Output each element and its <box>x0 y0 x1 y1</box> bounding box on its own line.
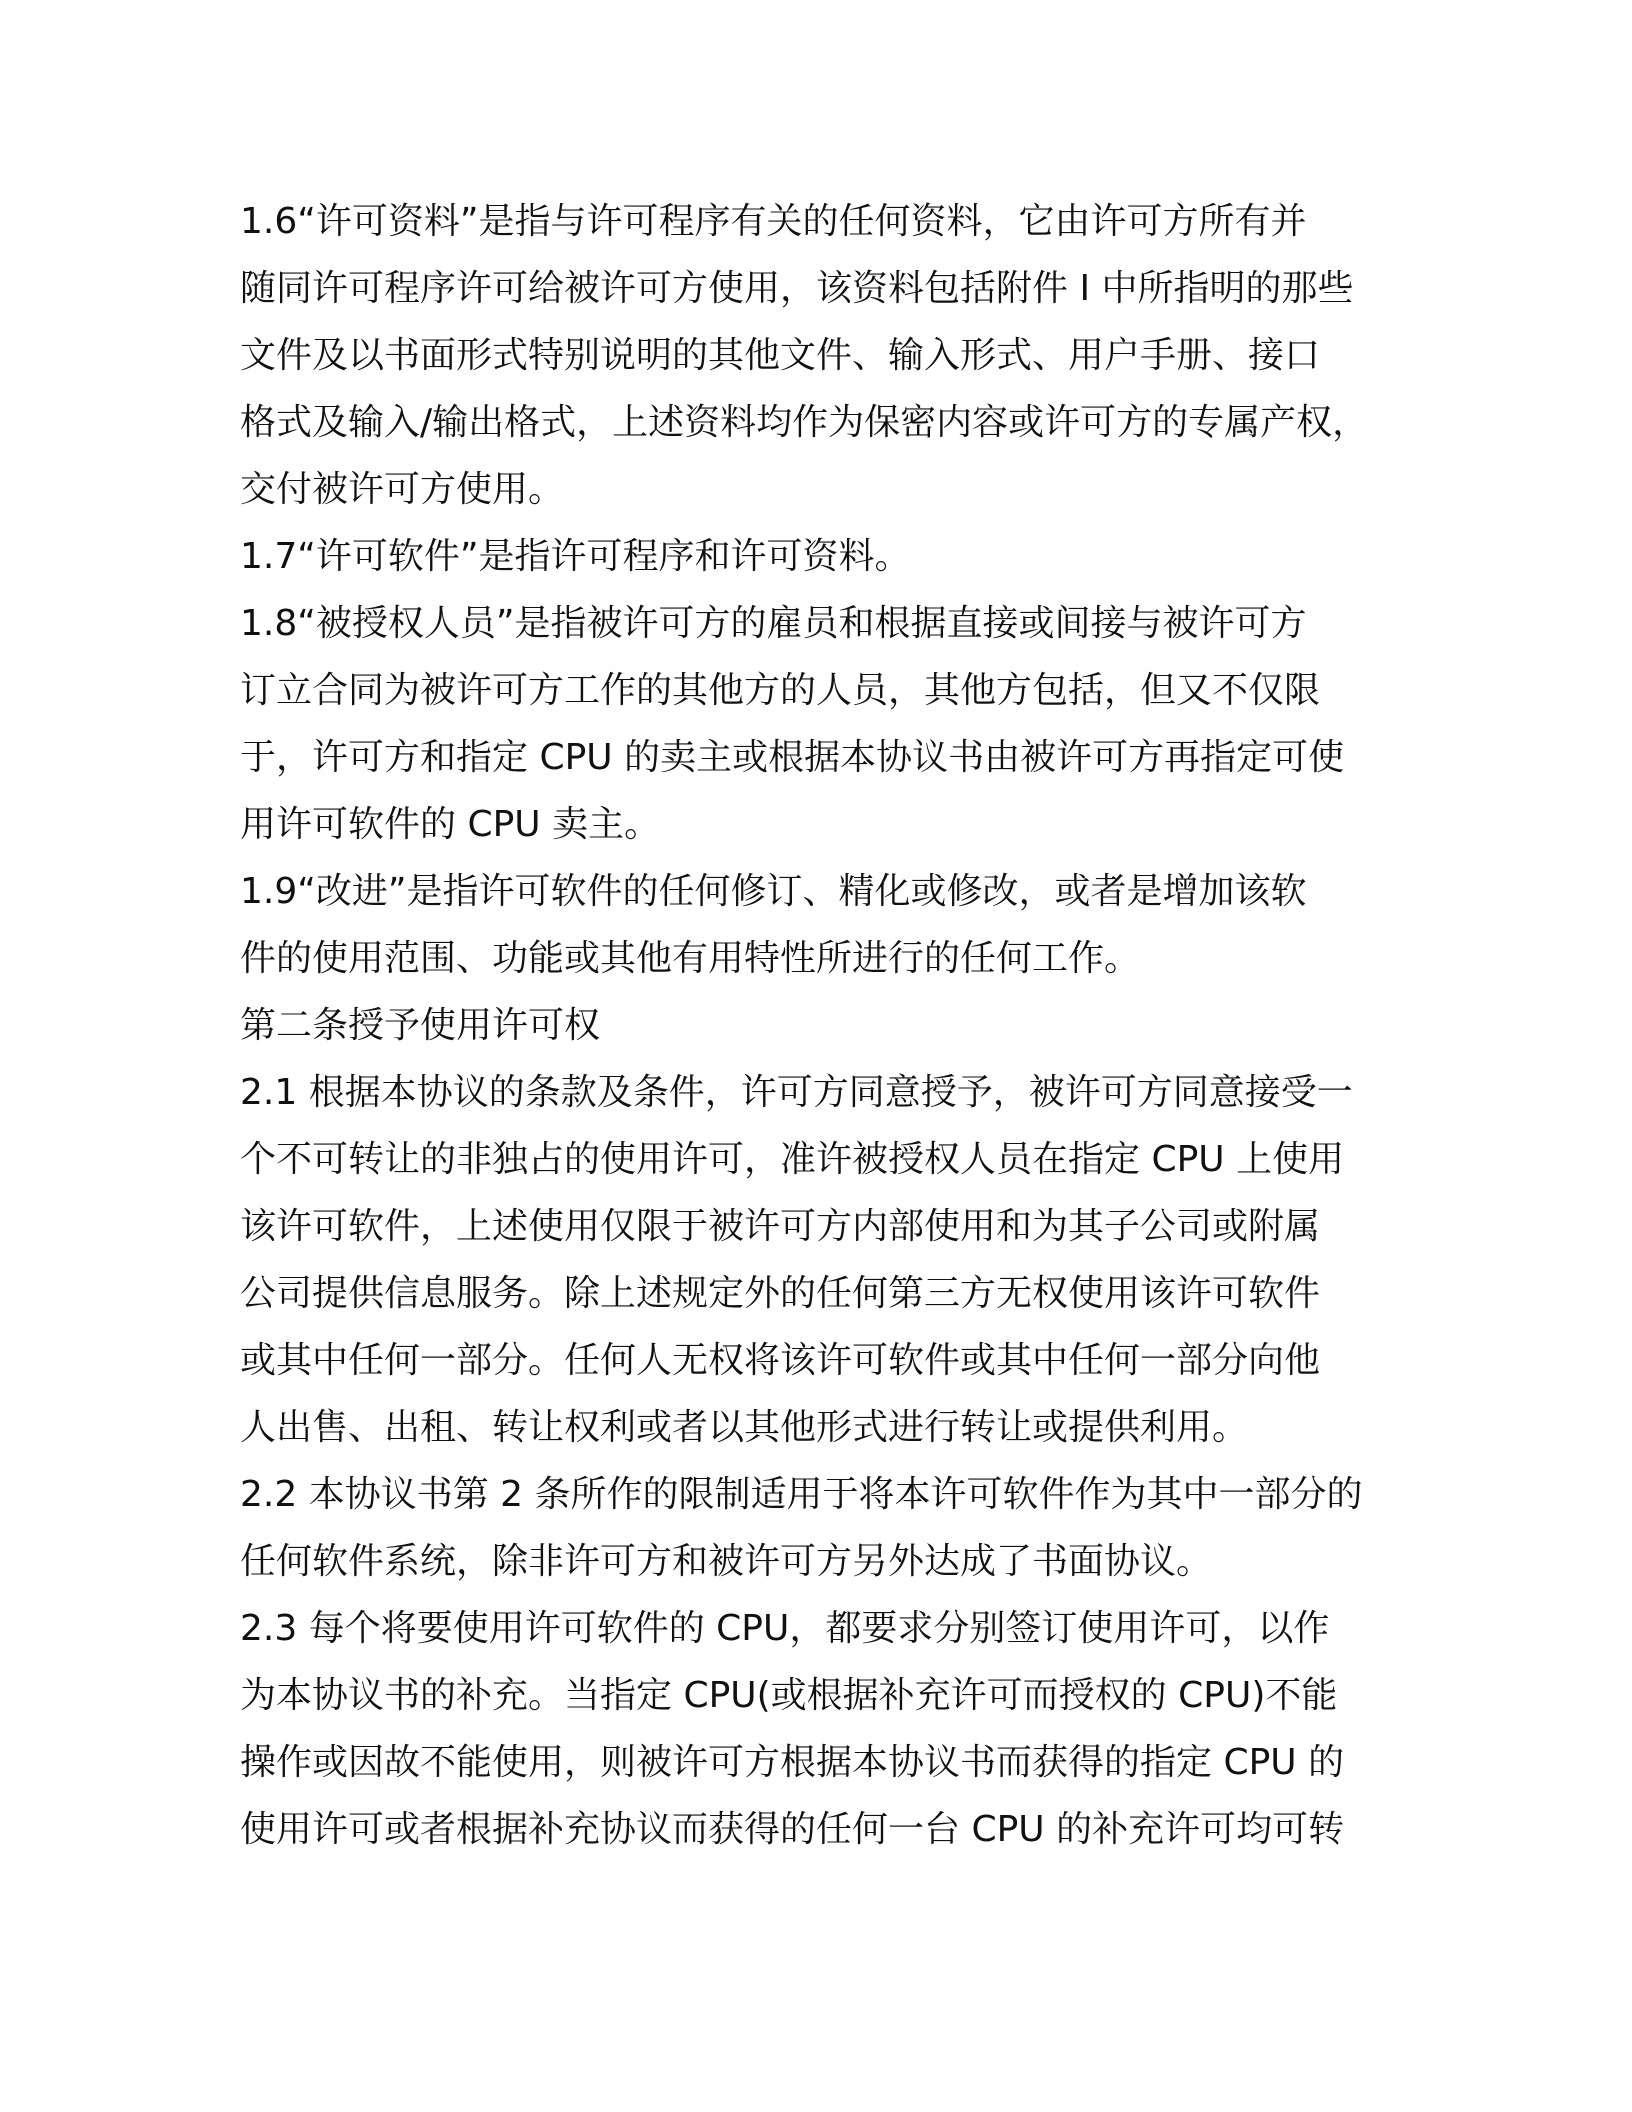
text-line: 文件及以书面形式特别说明的其他文件、输入形式、用户手册、接口 <box>240 335 1321 376</box>
text-line: 1.9“改进”是指许可软件的任何修订、精化或修改，或者是增加该软 <box>240 871 1307 912</box>
text-line: 于，许可方和指定 CPU 的卖主或根据本协议书由被许可方再指定可使 <box>240 737 1345 778</box>
text-line: 或其中任何一部分。任何人无权将该许可软件或其中任何一部分向他 <box>240 1340 1321 1381</box>
text-line: 2.2 本协议书第 2 条所作的限制适用于将本许可软件作为其中一部分的 <box>240 1474 1363 1515</box>
text-line: 个不可转让的非独占的使用许可，准许被授权人员在指定 CPU 上使用 <box>240 1139 1345 1180</box>
document-body <box>240 188 1400 1863</box>
text-line: 2.1 根据本协议的条款及条件，许可方同意授予，被许可方同意接受一 <box>240 1072 1353 1113</box>
text-line: 2.3 每个将要使用许可软件的 CPU，都要求分别签订使用许可，以作 <box>240 1608 1330 1649</box>
text-line: 操作或因故不能使用，则被许可方根据本协议书而获得的指定 CPU 的 <box>240 1742 1345 1783</box>
text-line: 人出售、出租、转让权利或者以其他形式进行转让或提供利用。 <box>240 1407 1249 1448</box>
text-line: 交付被许可方使用。 <box>240 469 565 510</box>
text-line: 用许可软件的 CPU 卖主。 <box>240 804 661 845</box>
section-heading: 第二条授予使用许可权 <box>240 1005 601 1046</box>
text-line: 随同许可程序许可给被许可方使用，该资料包括附件 I 中所指明的那些 <box>240 268 1354 309</box>
text-line: 使用许可或者根据补充协议而获得的任何一台 CPU 的补充许可均可转 <box>240 1809 1345 1850</box>
text-line: 件的使用范围、功能或其他有用特性所进行的任何工作。 <box>240 938 1141 979</box>
text-line: 1.8“被授权人员”是指被许可方的雇员和根据直接或间接与被许可方 <box>240 603 1307 644</box>
text-line: 格式及输入/输出格式，上述资料均作为保密内容或许可方的专属产权， <box>240 402 1369 443</box>
text-line: 任何软件系统，除非许可方和被许可方另外达成了书面协议。 <box>240 1541 1213 1582</box>
text-line: 该许可软件，上述使用仅限于被许可方内部使用和为其子公司或附属 <box>240 1206 1321 1247</box>
text-line: 1.6“许可资料”是指与许可程序有关的任何资料，它由许可方所有并 <box>240 201 1307 242</box>
text-line: 公司提供信息服务。除上述规定外的任何第三方无权使用该许可软件 <box>240 1273 1321 1314</box>
text-line: 1.7“许可软件”是指许可程序和许可资料。 <box>240 536 911 577</box>
text-line: 为本协议书的补充。当指定 CPU(或根据补充许可而授权的 CPU)不能 <box>240 1675 1338 1716</box>
text-line: 订立合同为被许可方工作的其他方的人员，其他方包括，但又不仅限 <box>240 670 1321 711</box>
